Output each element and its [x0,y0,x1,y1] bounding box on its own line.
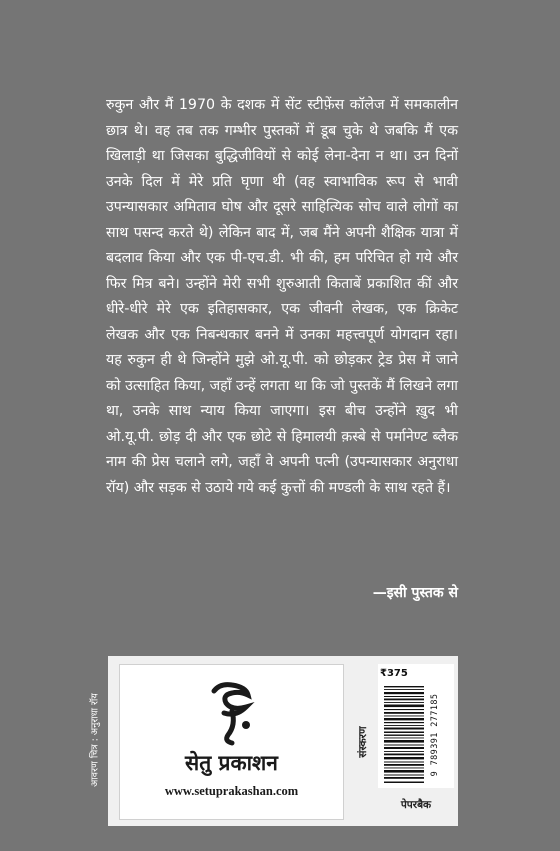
isbn-number: 9 789391 277185 [430,693,440,776]
format-label: पेपरबैक [400,799,432,811]
cover-credit [86,665,102,815]
publisher-name: सेतु प्रकाशन [185,750,278,775]
publisher-url: www.setuprakashan.com [164,784,299,798]
publisher-box [119,664,344,820]
price-label: ₹375 [380,668,408,679]
isbn-barcode [384,686,424,783]
blurb-attribution: —इसी पुस्तक से [372,585,458,601]
isbn-digits [428,686,442,783]
setu-logo-icon [206,681,258,747]
cover-credit-text: आवरण चित्र : अनुराधा रॉय [89,693,101,787]
blurb-text: रुकुन और मैं 1970 के दशक में सेंट स्टीफ़ेंस कॉलेज में समकालीन छात्र थे। वह तब तक गम्भीर पुस्तकों में डूब चुके थे जबकि मैं एक खिलाड़ी था जिसका बुद्धिजीवियों से कोई लेना-देना न था। उन दिनों उनके दिल में मेरे प्रति घृणा थी (वह स्वाभाविक रूप से भावी उपन्यासकार अमिताव घोष और दूसरे साहित्यिक सोच वाले लोगों का साथ पसन्द करते थे) लेकिन बाद में, जब मैंने अपनी शैक्षिक यात्रा में बदलाव किया और एक पी-एच.डी. भी की, हम परिचित हो गये और फिर मित्र बने। उन्होंने मेरी सभी शुरुआती किताबें प्रकाशित कीं और धीरे-धीरे मेरे एक इतिहासकार, एक जीवनी लेखक, एक क्रिकेट लेखक और एक निबन्धकार बनने में उनका महत्त्वपूर्ण योगदान रहा। यह रुकुन ही थे जिन्होंने मुझे ओ.यू.पी. को छोड़कर ट्रेड प्रेस में जाने को उत्साहित किया, जहाँ उन्हें लगता था कि जो पुस्तकें मैं लिखने लगा था, उनके साथ न्याय किया जाएगा। इस बीच उन्होंने ख़ुद भी ओ.यू.पी. छोड़ दी और एक छोटे से हिमालयी क़स्बे से पर्मानेण्ट ब्लैक नाम की प्रेस चलाने लगे, जहाँ वे अपनी पत्नी (उपन्यासकार अनुराधा रॉय) और सड़क से उठाये गये कई कुत्तों की मण्डली के साथ रहते हैं। [106,97,458,496]
edition-label: संस्करण [357,726,369,758]
edition-strip [352,664,374,820]
